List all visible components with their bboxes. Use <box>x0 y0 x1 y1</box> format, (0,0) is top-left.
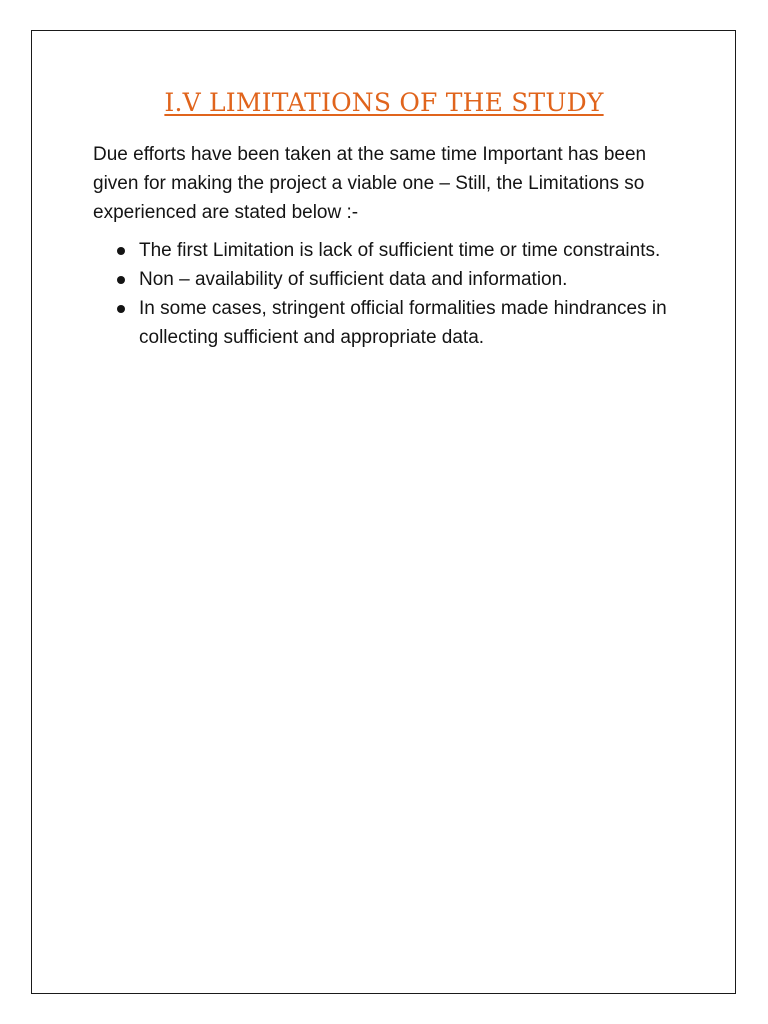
list-item-text: In some cases, stringent official formalities made hindrances in collecting sufficient and appropriate data. <box>139 298 667 348</box>
section-title: I.V LIMITATIONS OF THE STUDY <box>164 88 604 117</box>
bullet-icon <box>117 247 125 255</box>
list-item-text: The first Limitation is lack of sufficient time or time constraints. <box>139 240 661 261</box>
bullet-icon <box>117 305 125 313</box>
list-item <box>93 294 693 352</box>
intro-paragraph: Due efforts have been taken at the same time Important has been given for making the project a viable one – Still, the Limitations so experienced are stated below :- <box>93 144 647 223</box>
list-item <box>93 236 693 265</box>
list-item <box>93 265 693 294</box>
bullet-icon <box>117 276 125 284</box>
list-item-text: Non – availability of sufficient data and information. <box>139 269 568 290</box>
limitations-list <box>93 236 693 352</box>
